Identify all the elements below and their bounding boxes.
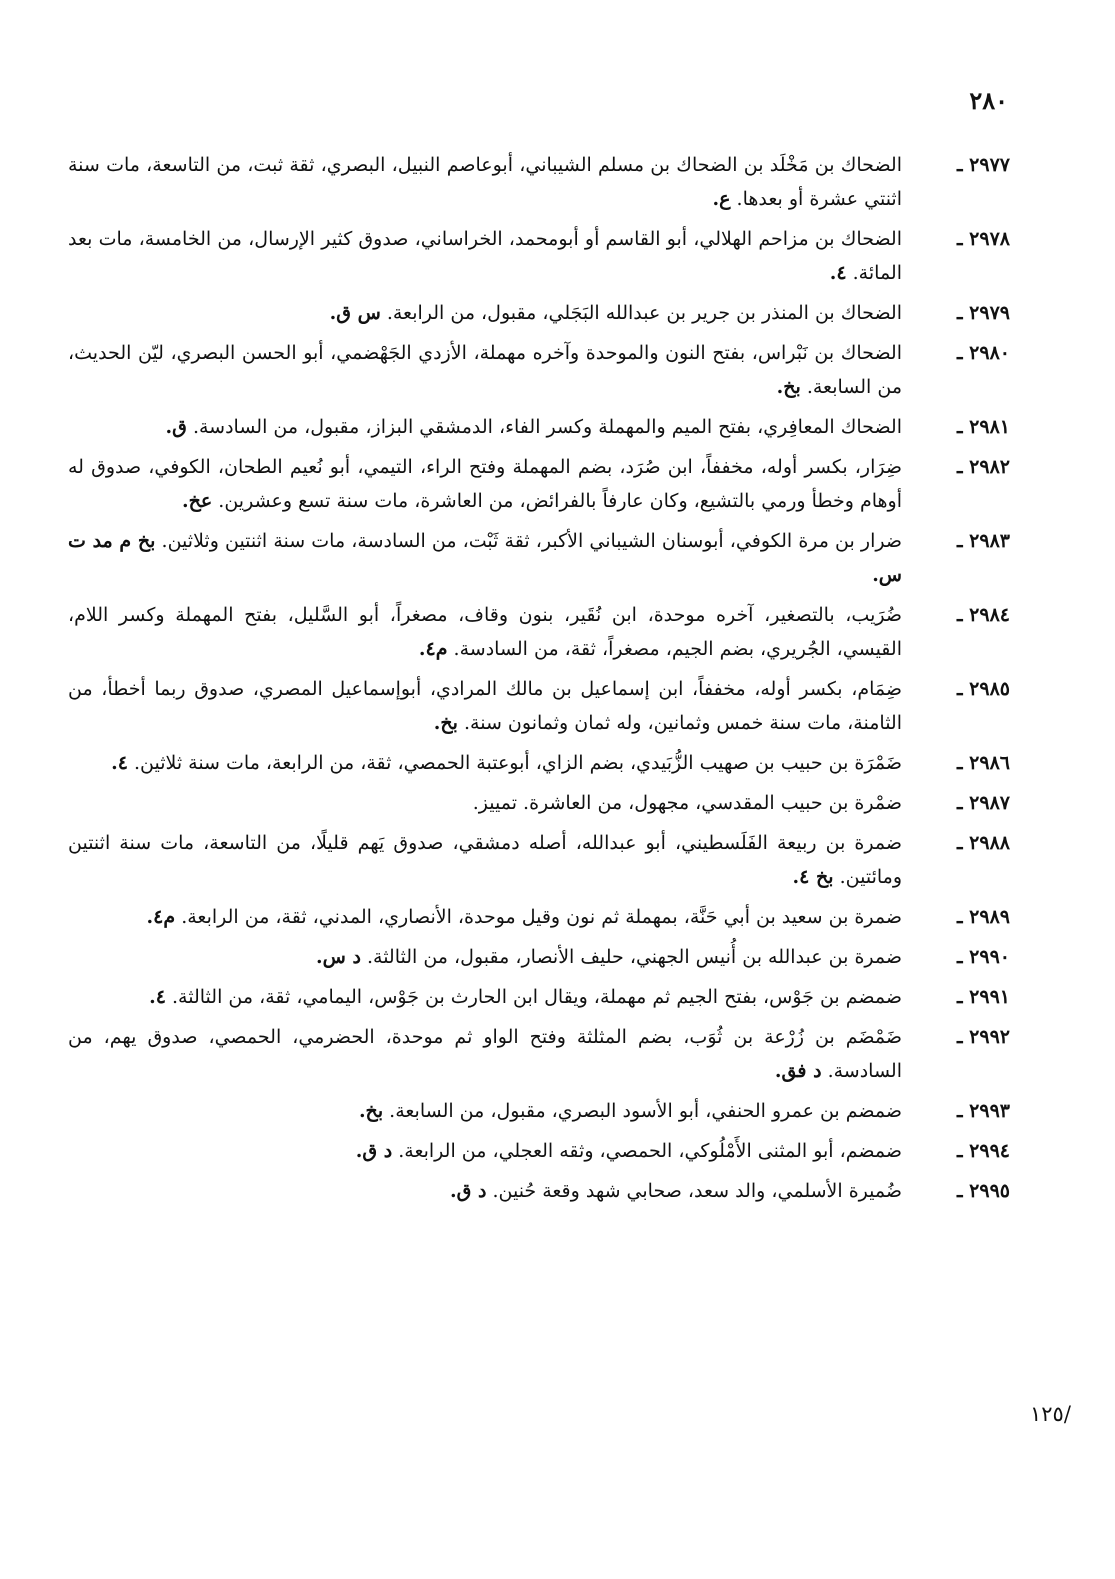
entry-number: ٢٩٨٨ ـ [956, 832, 1010, 854]
entry-body: ضمرة بن سعيد بن أبي حَنَّة، بمهملة ثم نون وقيل موحدة، الأنصاري، المدني، ثقة، من الرابعة. [181, 906, 902, 928]
entry [68, 524, 1010, 592]
entry-text [68, 1094, 902, 1128]
entry-code: بخ. [433, 712, 458, 734]
entry-number: ٢٩٨١ ـ [956, 416, 1010, 438]
entry-body: ضِرَار، بكسر أوله، مخففاً، ابن صُرَد، بضم المهملة وفتح الراء، التيمي، أبو نُعيم الطحان، الكوفي، صدوق له أوهام وخطأ ورمي بالتشيع، وكان عارفاً بالفرائض، من العاشرة، مات سنة تسع وعشرين. [68, 456, 902, 512]
entry-code: س ق. [329, 302, 381, 324]
entry [68, 450, 1010, 518]
entry-body: ضمضم، أبو المثنى الأَمْلُوكي، الحمصي، وثقه العجلي، من الرابعة. [398, 1140, 902, 1162]
entry-code: ٤. [111, 752, 128, 774]
entry-text [68, 296, 902, 330]
entry [68, 410, 1010, 444]
entry-number: ٢٩٩١ ـ [956, 986, 1010, 1008]
entry-text [68, 1134, 902, 1168]
entry-text [68, 940, 902, 974]
entry-body: ضَمْضَم بن زُرْعة بن ثُوَب، بضم المثلثة وفتح الواو ثم موحدة، الحضرمي، الحمصي، صدوق يهم، من السادسة. [68, 1026, 902, 1082]
entry-number: ٢٩٨٦ ـ [956, 752, 1010, 774]
entry-code: بخ ٤. [792, 866, 834, 888]
entry [68, 598, 1010, 666]
entry-number: ٢٩٩٠ ـ [956, 946, 1010, 968]
entry-number: ٢٩٨٩ ـ [956, 906, 1010, 928]
entry-text [68, 746, 902, 780]
entry [68, 826, 1010, 894]
margin-note: /١٢٥ [1030, 1402, 1071, 1426]
entry-number: ٢٩٩٥ ـ [956, 1180, 1010, 1202]
entry-code: بخ. [776, 376, 801, 398]
entry-code: ع. [712, 188, 731, 210]
entry-number: ٢٩٩٢ ـ [956, 1026, 1010, 1048]
entry-code: ٤. [149, 986, 166, 1008]
entry-code: ق. [165, 416, 187, 438]
entries-list [68, 148, 1010, 1214]
entry-code: د فق. [774, 1060, 822, 1082]
entry-number: ٢٩٧٨ ـ [956, 228, 1010, 250]
entry [68, 940, 1010, 974]
entry-text [68, 336, 902, 404]
entry-code: م٤. [146, 906, 176, 928]
entry-text [68, 410, 902, 444]
entry-body: ضمضم بن عمرو الحنفي، أبو الأسود البصري، مقبول، من السابعة. [389, 1100, 902, 1122]
entry-text [68, 524, 902, 592]
entry-body: ضمرة بن عبدالله بن أُنيس الجهني، حليف الأنصار، مقبول، من الثالثة. [366, 946, 902, 968]
entry-number: ٢٩٩٤ ـ [956, 1140, 1010, 1162]
entry-body: ضمرة بن ربيعة الفَلَسطيني، أبو عبدالله، أصله دمشقي، صدوق يَهم قليلًا، من التاسعة، مات سنة اثنتين ومائتين. [68, 832, 902, 888]
entry-code: د ق. [449, 1180, 487, 1202]
entry-body: ضُرَيب، بالتصغير، آخره موحدة، ابن نُقَير، بنون وقاف، مصغراً، أبو السَّليل، بفتح المهملة وكسر اللام، القيسي، الجُريري، بضم الجيم، مصغراً، ثقة، من السادسة. [68, 604, 902, 660]
entry-code: عخ. [182, 490, 213, 512]
entry-number: ٢٩٨٢ ـ [956, 456, 1010, 478]
entry-body: ضَمْرَة بن حبيب بن صهيب الزُّبَيدي، بضم الزاي، أبوعتبة الحمصي، ثقة، من الرابعة، مات سنة ثلاثين. [133, 752, 902, 774]
entry-body: ضمضم بن جَوْس، بفتح الجيم ثم مهملة، ويقال ابن الحارث بن جَوْس، اليمامي، ثقة، من الثالثة. [172, 986, 902, 1008]
entry-text [68, 786, 902, 820]
entry [68, 336, 1010, 404]
entry-number: ٢٩٧٧ ـ [956, 154, 1010, 176]
entry-text [68, 826, 902, 894]
entry [68, 222, 1010, 290]
entry [68, 900, 1010, 934]
entry-body: الضحاك بن مزاحم الهلالي، أبو القاسم أو أبومحمد، الخراساني، صدوق كثير الإرسال، من الخامسة، مات بعد المائة. [68, 228, 903, 284]
entry-text [68, 148, 902, 216]
entry-number: ٢٩٨٤ ـ [956, 604, 1010, 626]
entry-body: ضِمَام، بكسر أوله، مخففاً، ابن إسماعيل بن مالك المرادي، أبوإسماعيل المصري، صدوق ربما أخطأ، من الثامنة، مات سنة خمس وثمانين، وله ثمان وثمانون سنة. [68, 678, 902, 734]
entry-body: ضمْرة بن حبيب المقدسي، مجهول، من العاشرة. تمييز. [472, 792, 902, 814]
entry-text [68, 980, 902, 1014]
entry-code: بخ. [358, 1100, 384, 1122]
entry [68, 786, 1010, 820]
entry [68, 1094, 1010, 1128]
entry-number: ٢٩٨٠ ـ [956, 342, 1010, 364]
entry-body: الضحاك بن نَبْراس، بفتح النون والموحدة وآخره مهملة، الأزدي الجَهْضمي، أبو الحسن البصري، ليّن الحديث، من السابعة. [68, 342, 902, 398]
entry-text [68, 1020, 902, 1088]
entry-code: بخ م مد ت س. [68, 530, 902, 586]
entry-text [68, 672, 902, 740]
entry-code: ٤. [829, 262, 847, 284]
entry-number: ٢٩٨٣ ـ [956, 530, 1010, 552]
entry [68, 1134, 1010, 1168]
entry-text [68, 1174, 902, 1208]
entry-body: الضحاك بن المنذر بن جرير بن عبدالله البَجَلي، مقبول، من الرابعة. [386, 302, 902, 324]
entry-number: ٢٩٩٣ ـ [956, 1100, 1010, 1122]
page-number: ٢٨٠ [969, 86, 1008, 115]
entry-body: ضُميرة الأسلمي، والد سعد، صحابي شهد وقعة حُنين. [492, 1180, 902, 1202]
entry-code: م٤. [418, 638, 448, 660]
entry-text [68, 450, 902, 518]
entry [68, 672, 1010, 740]
entry-text [68, 598, 902, 666]
entry [68, 1020, 1010, 1088]
entry-body: الضحاك بن مَخْلَد بن الضحاك بن مسلم الشيباني، أبوعاصم النبيل، البصري، ثقة ثبت، من التاسعة، مات سنة اثنتي عشرة أو بعدها. [68, 154, 902, 210]
entry-code: د س. [316, 946, 361, 968]
entry [68, 980, 1010, 1014]
entry-code: د ق. [355, 1140, 393, 1162]
entry [68, 296, 1010, 330]
entry-text [68, 900, 902, 934]
entry [68, 746, 1010, 780]
entry-text [68, 222, 902, 290]
entry-body: الضحاك المعافِري، بفتح الميم والمهملة وكسر الفاء، الدمشقي البزاز، مقبول، من السادسة. [192, 416, 902, 438]
entry-number: ٢٩٨٥ ـ [956, 678, 1010, 700]
entry-body: ضرار بن مرة الكوفي، أبوسنان الشيباني الأكبر، ثقة ثَبْت، من السادسة، مات سنة اثنتين وثلاثين. [161, 530, 902, 552]
entry [68, 1174, 1010, 1208]
entry [68, 148, 1010, 216]
entry-number: ٢٩٧٩ ـ [956, 302, 1010, 324]
entry-number: ٢٩٨٧ ـ [956, 792, 1010, 814]
